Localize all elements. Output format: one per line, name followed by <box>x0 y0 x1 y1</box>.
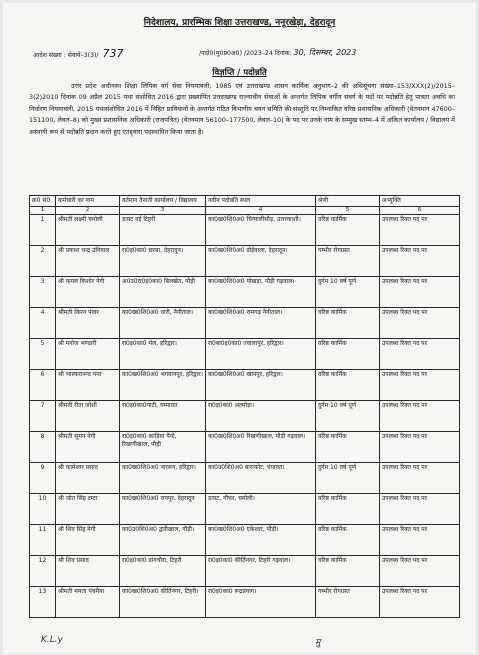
column-number: 4 <box>206 206 316 215</box>
current-posting-cell: अ0उ0रा0इ0का0 बिलखेत, पौड़ी <box>120 277 206 308</box>
current-posting-cell: का0ख0शि0अ0 भगवानपुर, हरिद्वार। <box>120 370 206 401</box>
serial-number-cell: 2 <box>30 246 56 277</box>
new-posting-cell: का0ख0शि0अ0 रिखणीखाल, पौड़ी गढ़वाल। <box>206 432 316 463</box>
column-number: 3 <box>120 206 206 215</box>
category-cell: वरिष्ठ कार्मिक <box>316 494 380 525</box>
table-row <box>30 215 460 246</box>
employee-name-cell: श्री मनोज भण्डारी <box>56 339 120 370</box>
table-row <box>30 463 460 494</box>
serial-number-cell: 6 <box>30 370 56 401</box>
serial-number-cell: 12 <box>30 556 56 587</box>
current-posting-cell: रा0इ0का0 मेल, हरिद्वार। <box>120 339 206 370</box>
category-cell: दुर्गम 10 वर्ष पूर्ण <box>316 401 380 432</box>
order-number-line <box>33 47 124 60</box>
column-number-row <box>30 206 460 215</box>
remark-cell: उपलब्ध रिक्त पद पर <box>380 215 460 246</box>
remark-cell: उपलब्ध रिक्त पद पर <box>380 339 460 370</box>
header-cell: वर्तमान तैनाती कार्यालय / विद्यालय <box>120 196 206 207</box>
remark-cell: उपलब्ध रिक्त पद पर <box>380 494 460 525</box>
initials-left: K.L.y <box>41 635 63 645</box>
new-posting-cell: रा0इ0का0 कीर्तिनगर, टिहरी गढ़वाल। <box>206 556 316 587</box>
header-cell: अभ्युक्ति <box>380 196 460 207</box>
table-row <box>30 246 460 277</box>
current-posting-cell: रा0इ0का0 कांडिया पैनो, रिखणीखाल, पौड़ी <box>120 432 206 463</box>
serial-number-cell: 3 <box>30 277 56 308</box>
new-posting-cell: रा0इ0का0 रूद्रप्रयाग। <box>206 587 316 618</box>
order-prefix: आदेश संख्या : सेवायें–3(3)/ <box>33 52 99 59</box>
table-row <box>30 401 460 432</box>
category-cell: वरिष्ठ कार्मिक <box>316 525 380 556</box>
category-cell: वरिष्ठ कार्मिक <box>316 556 380 587</box>
header-cell: श्रेणी <box>316 196 380 207</box>
current-posting-cell: रा0इ0का0 छरबा, देहरादून। <box>120 246 206 277</box>
employee-name-cell: श्री कामेश्वर प्रसाद <box>56 463 120 494</box>
body-paragraph: उत्तर प्रदेश अधीनस्थ शिक्षा लिपिक वर्ग सेवा नियमावली, 1985 एवं उत्तराखण्ड शासन कार्मिक अनुभाग–2 की अधिसूचना संख्या–153/XXX(2)/2015–3(2)2010 दिनांक 09 अप्रैल 2015 यथा संशोधित 2016 द्वारा प्रख्यापित उत्तराखण्ड राज्याधीन सेवाओं के अन्तर्गत लिपिक वर्गीय संवर्ग के पदों पर पदोन्नति हेतु पात्रता अवधि का निर्धारण नियमावली, 2015 यथासंशोधित 2016 में निहित प्राविधानों के अन्तर्गत गठित विभागीय चयन समिति की संस्तुति पर निम्नांकित वरिष्ठ प्रशासनिक अधिकारी (वेतनमान 47600–151100, लेवल–8) को मुख्य प्रशासनिक अधिकारी (राजपत्रित) (वेतनमान 56100–177500, लेवल–10) के पद पर उनके नाम के सम्मुख स्तम्भ–4 में अंकित कार्यालय / विद्यालय में अस्थायी रूप से पदोन्नति प्रदान करते हुए एतद्द्वारा पदस्थापित किया जाता है। <box>29 82 455 136</box>
employee-name-cell: श्री कमल किशोर नेगी <box>56 277 120 308</box>
table-row <box>30 339 460 370</box>
category-cell: वरिष्ठ कार्मिक <box>316 432 380 463</box>
category-cell: दुर्गम 10 वर्ष पूर्ण <box>316 463 380 494</box>
table-row <box>30 494 460 525</box>
table-row <box>30 525 460 556</box>
serial-number-cell: 4 <box>30 308 56 339</box>
order-date-line <box>199 47 356 58</box>
remark-cell: उपलब्ध रिक्त पद पर <box>380 463 460 494</box>
employee-name-cell: श्रीमती सुमन नेगी <box>56 432 120 463</box>
new-posting-cell: डायट, गौचर, चमोली। <box>206 494 316 525</box>
remark-cell: उपलब्ध रिक्त पद पर <box>380 556 460 587</box>
employee-name-cell: श्री जोत सिंह टम्टा <box>56 494 120 525</box>
column-number: 1 <box>30 206 56 215</box>
new-posting-cell: का0ख0शि0अ0 खानपुर, हरिद्वार। <box>206 370 316 401</box>
remark-cell: उपलब्ध रिक्त पद पर <box>380 370 460 401</box>
office-heading: निदेशालय, प्रारम्भिक शिक्षा उत्तराखण्ड, ननूरखेड़ा, देहरादून <box>143 18 336 28</box>
remark-cell: उपलब्ध रिक्त पद पर <box>380 432 460 463</box>
order-suffix: /पदो0(मु0प्र0अ0) /2023–24 दिनांक: <box>199 50 292 57</box>
header-cell: नवीन पदोन्नति स्थल <box>206 196 316 207</box>
current-posting-cell: रा0इ0का0पाटी, चम्पावत <box>120 401 206 432</box>
category-cell: गम्भीर रोगग्रस्त <box>316 587 380 618</box>
current-posting-cell: डायट नई टिहरी <box>120 215 206 246</box>
category-cell: दुर्गम 10 वर्ष पूर्ण <box>316 277 380 308</box>
category-cell: गम्भीर रोगग्रस्त <box>316 246 380 277</box>
new-posting-cell: का0ख0शि0अ0 चिन्यालीसौड़, उत्तरकाशी। <box>206 215 316 246</box>
remark-cell: उपलब्ध रिक्त पद पर <box>380 246 460 277</box>
employee-name-cell: श्री शिव सिंह नेगी <box>56 525 120 556</box>
table-row <box>30 370 460 401</box>
new-posting-cell: का0ख0शि0अ0 रामगढ़ नैनीताल। <box>206 308 316 339</box>
new-posting-cell: का0ख0शि0अ0 डोईवाला, देहरादून। <box>206 246 316 277</box>
employee-name-cell: श्रीमती रीता जोशी <box>56 401 120 432</box>
category-cell: वरिष्ठ कार्मिक <box>316 308 380 339</box>
remark-cell: उपलब्ध रिक्त पद पर <box>380 308 460 339</box>
serial-number-cell: 5 <box>30 339 56 370</box>
category-cell: वरिष्ठ कार्मिक <box>316 370 380 401</box>
employee-name-cell: श्रीमती लक्ष्मी चमोली <box>56 215 120 246</box>
table-row <box>30 308 460 339</box>
category-cell: वरिष्ठ कार्मिक <box>316 339 380 370</box>
serial-number-cell: 13 <box>30 587 56 618</box>
column-number: 2 <box>56 206 120 215</box>
new-posting-cell: का0ख0शि0अ0 पोखड़ा, पौड़ी गढ़वाल। <box>206 277 316 308</box>
table-header-row <box>30 196 460 207</box>
serial-number-cell: 8 <box>30 432 56 463</box>
new-posting-cell: रा0बा0इ0का0 ज्वालापुर, हरिद्वार। <box>206 339 316 370</box>
table-body <box>30 215 460 618</box>
initials-right: मु <box>315 638 321 648</box>
current-posting-cell: का0ख0शि0अ0 धारी, नैनीताल। <box>120 308 206 339</box>
table-row <box>30 556 460 587</box>
new-posting-cell: रा0इ0का0 अल्मोड़ा। <box>206 401 316 432</box>
document-title: विज्ञप्ति / पदोन्नति <box>212 68 267 78</box>
promotion-table <box>29 195 460 618</box>
employee-name-cell: श्रीमती किरन पंवार <box>56 308 120 339</box>
current-posting-cell: का0ख0शि0अ0 कीर्तिनगर, टिहरी। <box>120 587 206 618</box>
serial-number-cell: 9 <box>30 463 56 494</box>
remark-cell: उपलब्ध रिक्त पद पर <box>380 587 460 618</box>
order-number: 737 <box>102 47 124 60</box>
employee-name-cell: श्रीमती ममता पंचमैया <box>56 587 120 618</box>
current-posting-cell: रा0इ0का0 डांगचौरा, टिहरी <box>120 556 206 587</box>
remark-cell: उपलब्ध रिक्त पद पर <box>380 401 460 432</box>
remark-cell: उपलब्ध रिक्त पद पर <box>380 525 460 556</box>
column-number: 6 <box>380 206 460 215</box>
employee-name-cell: श्री प्रकाश चन्द्र उनियाल <box>56 246 120 277</box>
category-cell: वरिष्ठ कार्मिक <box>316 215 380 246</box>
current-posting-cell: का0उ0शि0अ0 द्वारीखाल, पौड़ी। <box>120 525 206 556</box>
header-cell: क्र0 सं0 <box>30 196 56 207</box>
header-cell: कर्मचारी का नाम <box>56 196 120 207</box>
table-row <box>30 432 460 463</box>
remark-cell: उपलब्ध रिक्त पद पर <box>380 277 460 308</box>
employee-name-cell: श्री शिव प्रसाद <box>56 556 120 587</box>
new-posting-cell: का0ख0शि0अ0 एकेश्वर, पौड़ी। <box>206 525 316 556</box>
order-date: 30, दिसम्बर, 2023 <box>293 48 357 57</box>
current-posting-cell: का0ख0शि0अ0 रायपुर, देहरादून <box>120 494 206 525</box>
serial-number-cell: 11 <box>30 525 56 556</box>
employee-name-cell: श्री भास्करानन्द पन्त <box>56 370 120 401</box>
serial-number-cell: 10 <box>30 494 56 525</box>
table-row <box>30 277 460 308</box>
document-page <box>3 3 476 653</box>
column-number: 5 <box>316 206 380 215</box>
current-posting-cell: का0ख0शि0अ0 नारसन, हरिद्वार। <box>120 463 206 494</box>
serial-number-cell: 1 <box>30 215 56 246</box>
serial-number-cell: 7 <box>30 401 56 432</box>
new-posting-cell: का0उ0शि0अ0 बाराकोट, चंपावत। <box>206 463 316 494</box>
table-row <box>30 587 460 618</box>
